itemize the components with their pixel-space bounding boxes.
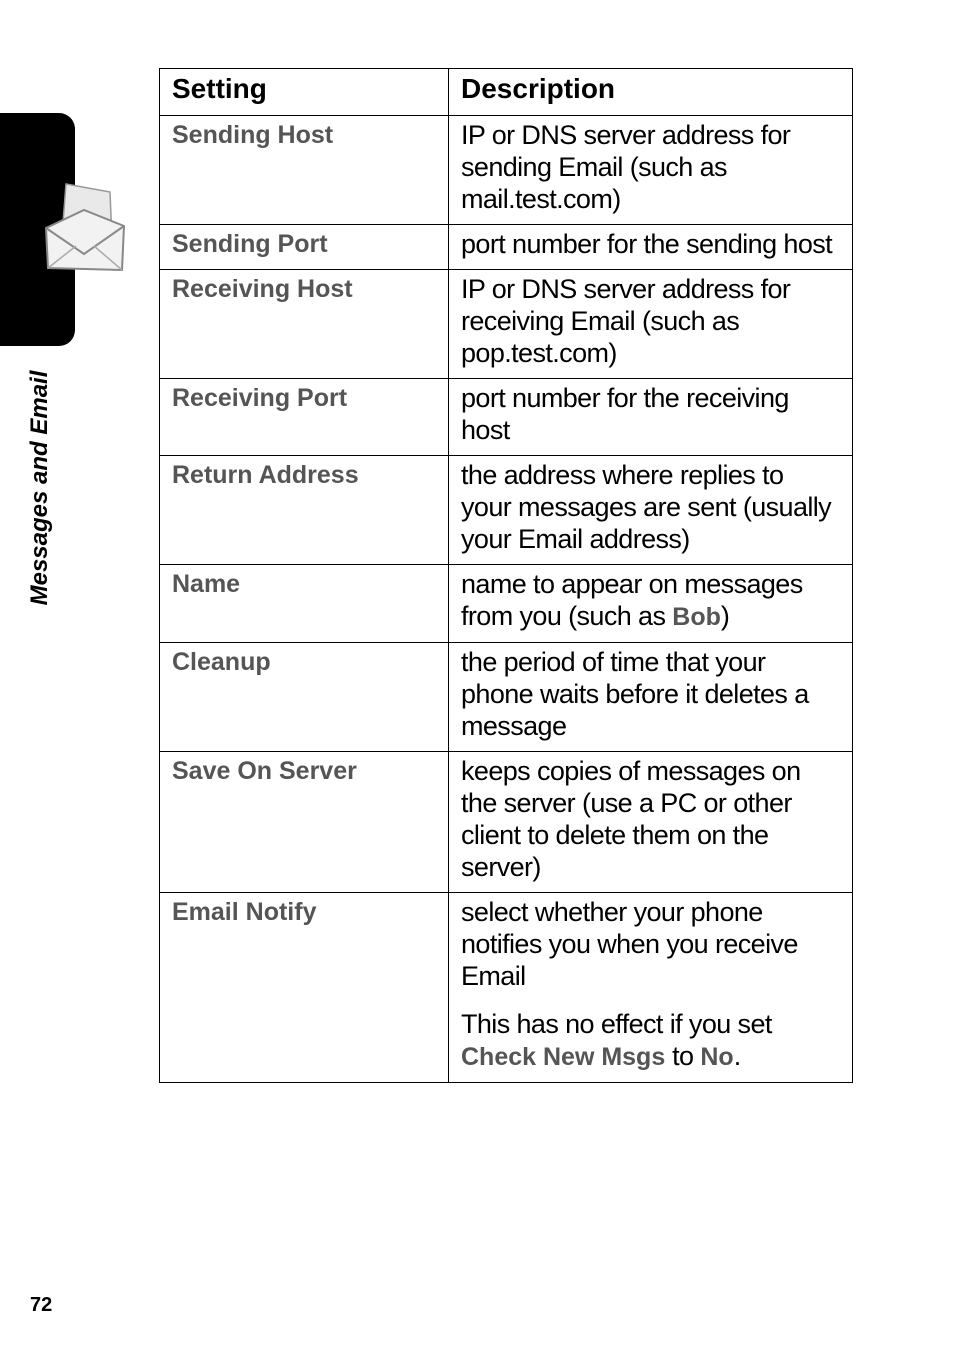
setting-description: port number for the sending host (449, 225, 853, 270)
setting-description (449, 565, 853, 643)
table-row (160, 270, 853, 379)
setting-description: keeps copies of messages on the server (use a PC or other client to delete them on the server) (449, 752, 853, 893)
table-row (160, 116, 853, 225)
setting-description: the address where replies to your messages are sent (usually your Email address) (449, 456, 853, 565)
description-note (461, 1008, 840, 1073)
note-text: to (665, 1041, 701, 1071)
header-setting: Setting (160, 69, 449, 116)
settings-table (159, 68, 853, 1083)
header-description: Description (449, 69, 853, 116)
note-text: This has no effect if you set (461, 1009, 772, 1039)
note-text: . (733, 1041, 741, 1071)
table-row (160, 225, 853, 270)
setting-name: Sending Port (160, 225, 449, 270)
description-text: select whether your phone notifies you when you receive Email (461, 897, 798, 991)
setting-description: IP or DNS server address for sending Email (such as mail.test.com) (449, 116, 853, 225)
setting-name: Sending Host (160, 116, 449, 225)
open-envelope-icon (40, 180, 128, 276)
setting-name: Receiving Port (160, 379, 449, 456)
keyword-no: No (700, 1043, 734, 1071)
table-row (160, 643, 853, 752)
table-row (160, 379, 853, 456)
table-row (160, 893, 853, 1083)
setting-name: Name (160, 565, 449, 643)
setting-name: Save On Server (160, 752, 449, 893)
description-text: ) (720, 601, 730, 631)
table-row (160, 456, 853, 565)
table-row (160, 565, 853, 643)
keyword-bob: Bob (672, 603, 721, 631)
table-header-row (160, 69, 853, 116)
setting-name: Cleanup (160, 643, 449, 752)
setting-description: the period of time that your phone waits before it deletes a message (449, 643, 853, 752)
section-label: Messages and Email (26, 370, 53, 606)
setting-description: port number for the receiving host (449, 379, 853, 456)
setting-description: IP or DNS server address for receiving Email (such as pop.test.com) (449, 270, 853, 379)
setting-name: Email Notify (160, 893, 449, 1083)
setting-name: Receiving Host (160, 270, 449, 379)
setting-description (449, 893, 853, 1083)
table-row (160, 752, 853, 893)
keyword-check-new-msgs: Check New Msgs (461, 1043, 666, 1071)
description-text: name to appear on messages from you (such as (461, 569, 803, 631)
page-number: 72 (30, 1294, 53, 1316)
setting-name: Return Address (160, 456, 449, 565)
